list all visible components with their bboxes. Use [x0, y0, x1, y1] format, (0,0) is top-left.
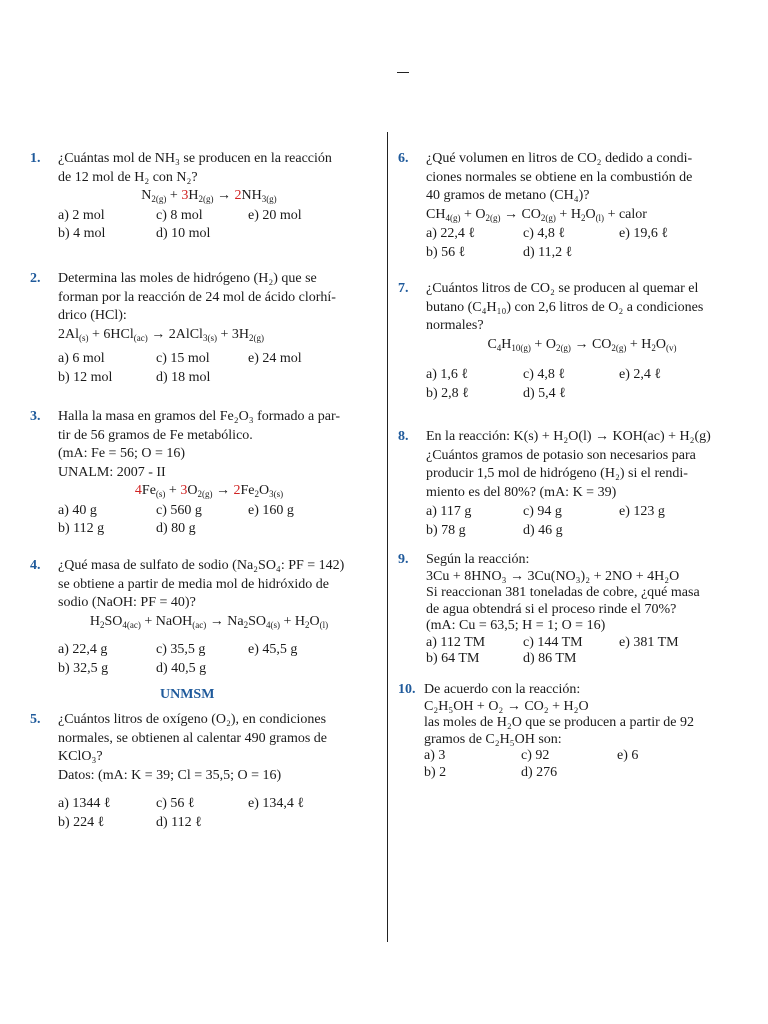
chemical-equation: $4Fe_{(s)} + 3O_{2(g)} \to 2Fe_2O_{3(s)}$: [134, 483, 284, 499]
answer-options: [58, 350, 360, 387]
answer-options: [426, 225, 738, 262]
chemical-equation: $H_2SO_{4(ac)}$ + NaOH$_{(ac)}$ → $Na_2SO_{4(s)} + H_2O_{(l)}$: [89, 613, 329, 630]
answer-options: [426, 635, 738, 668]
option-b: b) 224 ℓ: [58, 814, 105, 830]
problem-6: [398, 150, 738, 262]
option-e: e) 134,4 ℓ: [248, 796, 305, 811]
question-line: de 12 mol de H₂ con N₂?: [58, 169, 198, 185]
question-line: UNALM: 2007 - II: [58, 464, 166, 480]
option-a: a) 40 g: [58, 502, 97, 518]
problem-4: [30, 557, 360, 678]
question-line: ¿Qué masa de sulfato de sodio (Na₂SO₄: PF = 142): [58, 558, 345, 573]
problem-1: [30, 150, 360, 244]
problem-10: [398, 682, 738, 781]
option-b: b) 78 g: [426, 522, 466, 538]
answer-options: [426, 503, 738, 540]
problem-number: 3.: [30, 409, 41, 424]
question-line: se obtiene a partir de media mol de hidróxido de: [58, 576, 329, 592]
chemical-equation: $CH_{4(g)} + O_{2(g)} \to CO_{2(g)} + H_2O_{(l)}$ + calor: [426, 206, 647, 223]
option-a: a) 22,4 ℓ: [426, 226, 476, 241]
question-line: ¿Cuántos litros de CO₂ se producen al quemar el: [426, 281, 699, 296]
question-line: miento es del 80%? (mA: K = 39): [426, 484, 617, 500]
question-line: butano (C₄H₁₀) con 2,6 litros de O₂ a condiciones: [426, 299, 704, 315]
problem-8: [398, 428, 738, 540]
answer-options: [58, 641, 360, 678]
option-c: c) 92: [521, 748, 550, 763]
question-line: producir 1,5 mol de hidrógeno (H₂) si el rendi-: [426, 466, 688, 481]
question-line: ¿Cuántos gramos de potasio son necesarios para: [426, 447, 696, 463]
question-line: sodio (NaOH: PF = 40)?: [58, 595, 196, 610]
answer-options: [58, 207, 360, 244]
question-line: ciones normales se obtiene en la combustión de: [426, 169, 693, 185]
option-e: e) 45,5 g: [248, 642, 298, 657]
question-line: las moles de H₂O que se producen a partir de 92: [424, 715, 695, 730]
option-c: c) 8 mol: [156, 207, 203, 223]
option-e: e) 2,4 ℓ: [619, 367, 662, 382]
option-c: c) 144 TM: [523, 634, 583, 650]
option-b: b) 32,5 g: [58, 660, 109, 676]
option-b: b) 64 TM: [426, 651, 480, 666]
option-a: a) 22,4 g: [58, 642, 108, 657]
option-e: e) 20 mol: [248, 207, 302, 223]
option-d: d) 10 mol: [156, 226, 211, 241]
answer-options: [58, 795, 360, 832]
option-d: d) 5,4 ℓ: [523, 385, 566, 401]
option-a: a) 1,6 ℓ: [426, 367, 469, 382]
question-line: Determina las moles de hidrógeno (H₂) que se: [58, 271, 317, 286]
option-b: b) 12 mol: [58, 369, 113, 385]
option-b: b) 4 mol: [58, 226, 106, 241]
question-line: tir de 56 gramos de Fe metabólico.: [58, 427, 253, 443]
problem-3: [30, 408, 360, 539]
question-line: KClO₃?: [58, 749, 103, 764]
question-line: En la reacción: K(s) + H₂O(l) → KOH(ac) + H₂(g): [426, 429, 711, 444]
option-d: d) 11,2 ℓ: [523, 244, 573, 260]
option-d: d) 112 ℓ: [156, 814, 202, 830]
problem-number: 1.: [30, 151, 41, 166]
question-line: Halla la masa en gramos del Fe₂O₃ formado a par-: [58, 409, 340, 424]
question-line: ¿Cuántos litros de oxígeno (O₂), en condiciones: [58, 712, 327, 727]
problem-number: 4.: [30, 558, 41, 573]
question-line: de agua obtendrá si el proceso rinde el 70%?: [426, 601, 677, 617]
option-a: a) 3: [424, 748, 446, 763]
question-line: (mA: Cu = 63,5; H = 1; O = 16): [426, 618, 606, 633]
question-line: ¿Cuántas mol de NH₃ se producen en la reacción: [58, 151, 332, 166]
question-line: De acuerdo con la reacción:: [424, 682, 581, 697]
option-e: e) 19,6 ℓ: [619, 226, 669, 241]
chemical-equation: $C_4H_{10(g)} + O_{2(g)} \to CO_{2(g)} + H_2O_{(v)}$: [487, 336, 677, 353]
option-b: b) 2: [424, 764, 447, 780]
chemical-equation: $N_{2(g)} + 3H_{2(g)} \to 2NH_{3(g)}$: [141, 188, 277, 204]
question-line: (mA: Fe = 56; O = 16): [58, 446, 186, 461]
option-d: d) 40,5 g: [156, 660, 207, 676]
option-e: e) 123 g: [619, 504, 665, 519]
problem-number: 6.: [398, 151, 409, 166]
option-b: b) 2,8 ℓ: [426, 385, 469, 401]
question-line: Si reaccionan 381 toneladas de cobre, ¿qué masa: [426, 585, 700, 600]
chemical-equation: $2Al_{(s)} + 6HCl_{(ac)}$ → 2AlCl$_{3(s)}$ + $3H_{2(g)}$: [58, 326, 264, 343]
problem-2: [30, 270, 360, 387]
problem-7: [398, 280, 738, 403]
option-a: a) 112 TM: [426, 634, 486, 650]
option-b: b) 112 g: [58, 521, 105, 536]
question-line: normales, se obtienen al calentar 490 gramos de: [58, 730, 328, 746]
answer-options: [58, 502, 360, 539]
answer-options: [424, 748, 738, 781]
question-line: gramos de C₂H₅OH son:: [424, 731, 562, 747]
problem-number: 5.: [30, 712, 41, 727]
question-line: Datos: (mA: K = 39; Cl = 35,5; O = 16): [58, 767, 282, 783]
option-d: d) 276: [521, 764, 558, 780]
option-e: e) 6: [617, 748, 639, 763]
question-line: ¿Qué volumen en litros de CO₂ dedido a condi-: [426, 151, 693, 166]
problem-number: 10.: [398, 682, 416, 697]
option-a: a) 6 mol: [58, 351, 105, 366]
option-c: c) 560 g: [156, 502, 202, 518]
answer-options: [426, 366, 738, 403]
problem-number: 9.: [398, 552, 409, 567]
problem-number: 7.: [398, 281, 409, 296]
question-line: 3Cu + 8HNO₃ → 3Cu(NO₃)₂ + 2NO + 4H₂O: [426, 568, 680, 584]
option-c: c) 56 ℓ: [156, 796, 195, 811]
option-d: d) 86 TM: [523, 651, 577, 666]
question-line: drico (HCl):: [58, 308, 127, 323]
problem-number: 2.: [30, 271, 41, 286]
header-mark: [397, 72, 409, 73]
option-c: c) 15 mol: [156, 351, 210, 366]
problem-number: 8.: [398, 429, 409, 444]
option-c: c) 35,5 g: [156, 642, 206, 657]
problem-9: [398, 552, 738, 668]
option-c: c) 4,8 ℓ: [523, 367, 566, 382]
question-line: normales?: [426, 318, 484, 333]
option-e: e) 160 g: [248, 502, 294, 518]
option-a: a) 117 g: [426, 504, 472, 519]
question-line: 40 gramos de metano (CH₄)?: [426, 188, 590, 203]
option-a: a) 1344 ℓ: [58, 796, 111, 811]
question-line: forman por la reacción de 24 mol de ácido clorhí-: [58, 289, 336, 305]
option-a: a) 2 mol: [58, 207, 105, 223]
section-title: UNMSM: [160, 687, 215, 702]
problem-5: [30, 711, 360, 832]
column-divider: [387, 132, 388, 942]
option-e: e) 24 mol: [248, 351, 302, 366]
option-c: c) 94 g: [523, 504, 562, 519]
option-d: d) 18 mol: [156, 369, 211, 385]
option-d: d) 80 g: [156, 521, 196, 536]
option-d: d) 46 g: [523, 522, 563, 538]
option-b: b) 56 ℓ: [426, 244, 466, 260]
option-e: e) 381 TM: [619, 634, 679, 650]
question-line: C₂H₅OH + O₂ → CO₂ + H₂O: [424, 698, 589, 714]
question-line: Según la reacción:: [426, 552, 530, 567]
option-c: c) 4,8 ℓ: [523, 226, 566, 241]
